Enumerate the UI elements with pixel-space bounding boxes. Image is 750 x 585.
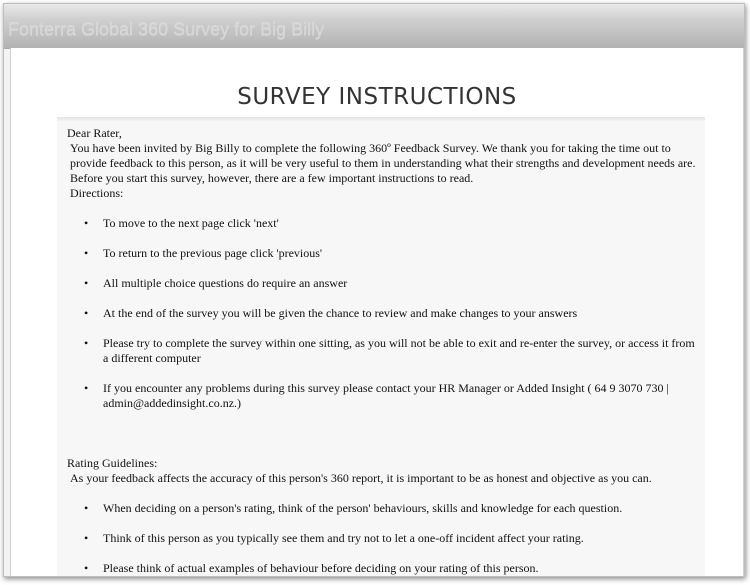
rating-intro-text: As your feedback affects the accuracy of this person's 360 report, it is important to be as honest and objective as you can.: [70, 471, 652, 485]
title-bar: [4, 4, 744, 49]
list-item: • Think of this person as you typically see them and try not to let a one-off incident affect your rating.: [67, 531, 697, 546]
rating-guidelines-list: [67, 501, 697, 576]
directions-list: [67, 216, 697, 411]
window-title: Fonterra Global 360 Survey for Big Billy: [8, 19, 325, 39]
list-item: • If you encounter any problems during this survey please contact your HR Manager or Added Insight ( 64 9 3070 730 | admin@addedinsight.co.nz.): [67, 381, 697, 411]
spacer: [67, 411, 697, 456]
greeting-text: Dear Rater,: [67, 126, 122, 140]
list-item: • Please try to complete the survey within one sitting, as you will not be able to exit and re-enter the survey, or access it from a different computer: [67, 336, 697, 366]
list-item: • Please think of actual examples of behaviour before deciding on your rating of this person.: [67, 561, 697, 576]
list-item: • All multiple choice questions do require an answer: [67, 276, 697, 291]
app-window: [3, 3, 745, 577]
list-item: • To return to the previous page click 'previous': [67, 246, 697, 261]
list-item: • When deciding on a person's rating, think of the person' behaviours, skills and knowledge for each question.: [67, 501, 697, 516]
survey-page[interactable]: [10, 48, 744, 577]
rating-guidelines-label: Rating Guidelines:: [67, 456, 158, 470]
page-title: SURVEY INSTRUCTIONS: [237, 84, 517, 110]
list-item: • To move to the next page click 'next': [67, 216, 697, 231]
intro-text: You have been invited by Big Billy to complete the following 360º Feedback Survey. We thank you for taking the time out to provide feedback to this person, as it will be very useful to them in understanding what their strengths and development needs are. Before you start this survey, however, there are a few important instructions to read.: [70, 141, 696, 185]
directions-label: Directions:: [70, 186, 124, 200]
list-item: • At the end of the survey you will be given the chance to review and make changes to your answers: [67, 306, 697, 321]
instructions-panel: [57, 121, 705, 577]
